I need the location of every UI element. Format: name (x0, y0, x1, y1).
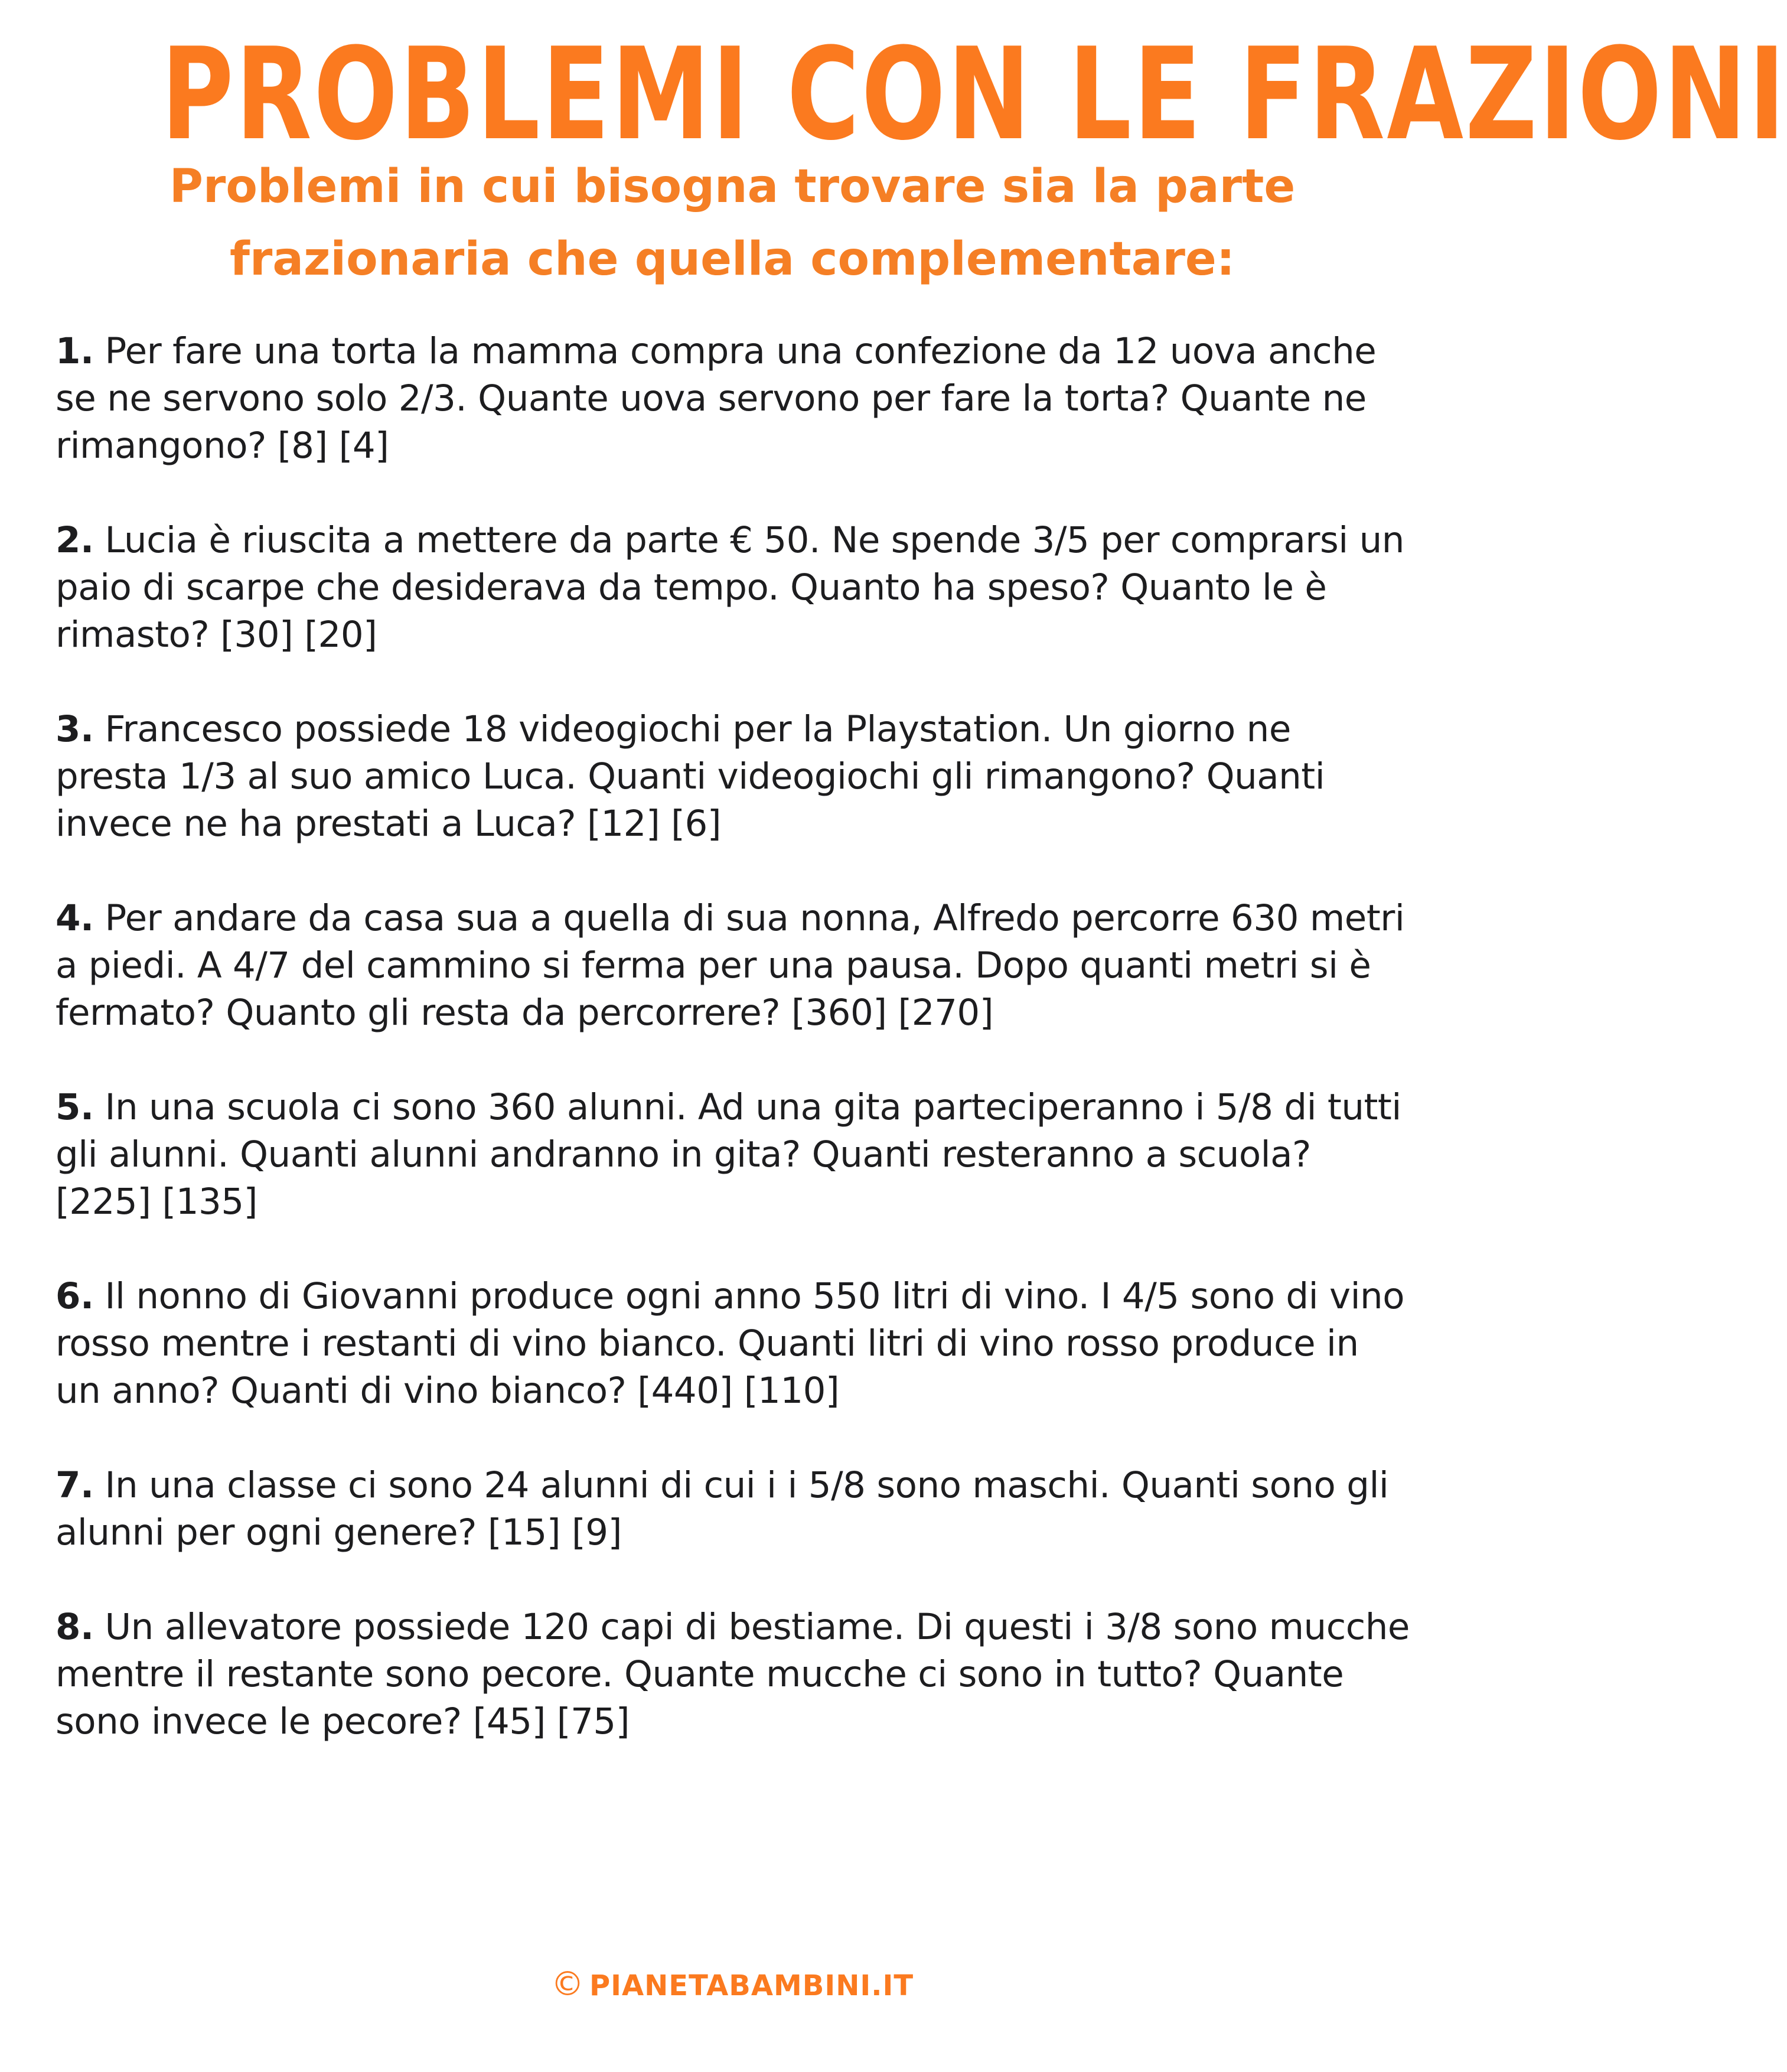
footer-site: PIANETABAMBINI.IT (589, 1969, 914, 2002)
problem-item (56, 1084, 1414, 1226)
subtitle-line-2: frazionaria che quella complementare: (229, 233, 1235, 286)
problem-list (56, 328, 1414, 1793)
problem-number: 6. (56, 1275, 94, 1317)
problem-number: 2. (56, 519, 94, 561)
problem-number: 1. (56, 330, 94, 372)
problem-text: Per fare una torta la mamma compra una confezione da 12 uova anche se ne servono solo 2/3. Quante uova servono per fare la torta? Quante ne rimangono? [8] [4] (56, 330, 1377, 467)
problem-text: Per andare da casa sua a quella di sua nonna, Alfredo percorre 630 metri a piedi. A 4/7 del cammino si ferma per una pausa. Dopo quanti metri si è fermato? Quanto gli resta da percorrere? [360] [270] (56, 897, 1405, 1034)
problem-item (56, 1462, 1414, 1556)
page-title: PROBLEMI CON LE FRAZIONI (161, 20, 1787, 168)
problem-number: 8. (56, 1606, 94, 1648)
problem-number: 3. (56, 708, 94, 750)
problem-item (56, 328, 1414, 470)
problem-text: In una scuola ci sono 360 alunni. Ad una gita parteciperanno i 5/8 di tutti gli alunni. Quanti alunni andranno in gita? Quanti resteranno a scuola? [225] [135] (56, 1086, 1401, 1223)
copyright-icon: © (550, 1965, 585, 2003)
problem-text: In una classe ci sono 24 alunni di cui i i 5/8 sono maschi. Quanti sono gli alunni per ogni genere? [15] [9] (56, 1464, 1389, 1553)
problem-text: Il nonno di Giovanni produce ogni anno 550 litri di vino. I 4/5 sono di vino rosso mentre i restanti di vino bianco. Quanti litri di vino rosso produce in un anno? Quanti di vino bianco? [440] [110] (56, 1275, 1405, 1412)
problem-number: 4. (56, 897, 94, 939)
problem-item (56, 1604, 1414, 1745)
problem-item (56, 517, 1414, 659)
problem-text: Francesco possiede 18 videogiochi per la Playstation. Un giorno ne presta 1/3 al suo amico Luca. Quanti videogiochi gli rimangono? Quanti invece ne ha prestati a Luca? [12] [6] (56, 708, 1325, 845)
problem-text: Un allevatore possiede 120 capi di bestiame. Di questi i 3/8 sono mucche mentre il restante sono pecore. Quante mucche ci sono in tutto? Quante sono invece le pecore? [45] [75] (56, 1606, 1410, 1742)
subtitle-line-1: Problemi in cui bisogna trovare sia la parte (169, 160, 1296, 213)
problem-item (56, 1273, 1414, 1415)
page-subtitle (83, 151, 1382, 296)
problem-item (56, 895, 1414, 1037)
problem-number: 7. (56, 1464, 94, 1506)
problem-text: Lucia è riuscita a mettere da parte € 50. Ne spende 3/5 per comprarsi un paio di scarpe che desiderava da tempo. Quanto ha speso? Quanto le è rimasto? [30] [20] (56, 519, 1404, 656)
problem-item (56, 706, 1414, 848)
footer-credit (0, 1967, 1465, 2003)
problem-number: 5. (56, 1086, 94, 1128)
